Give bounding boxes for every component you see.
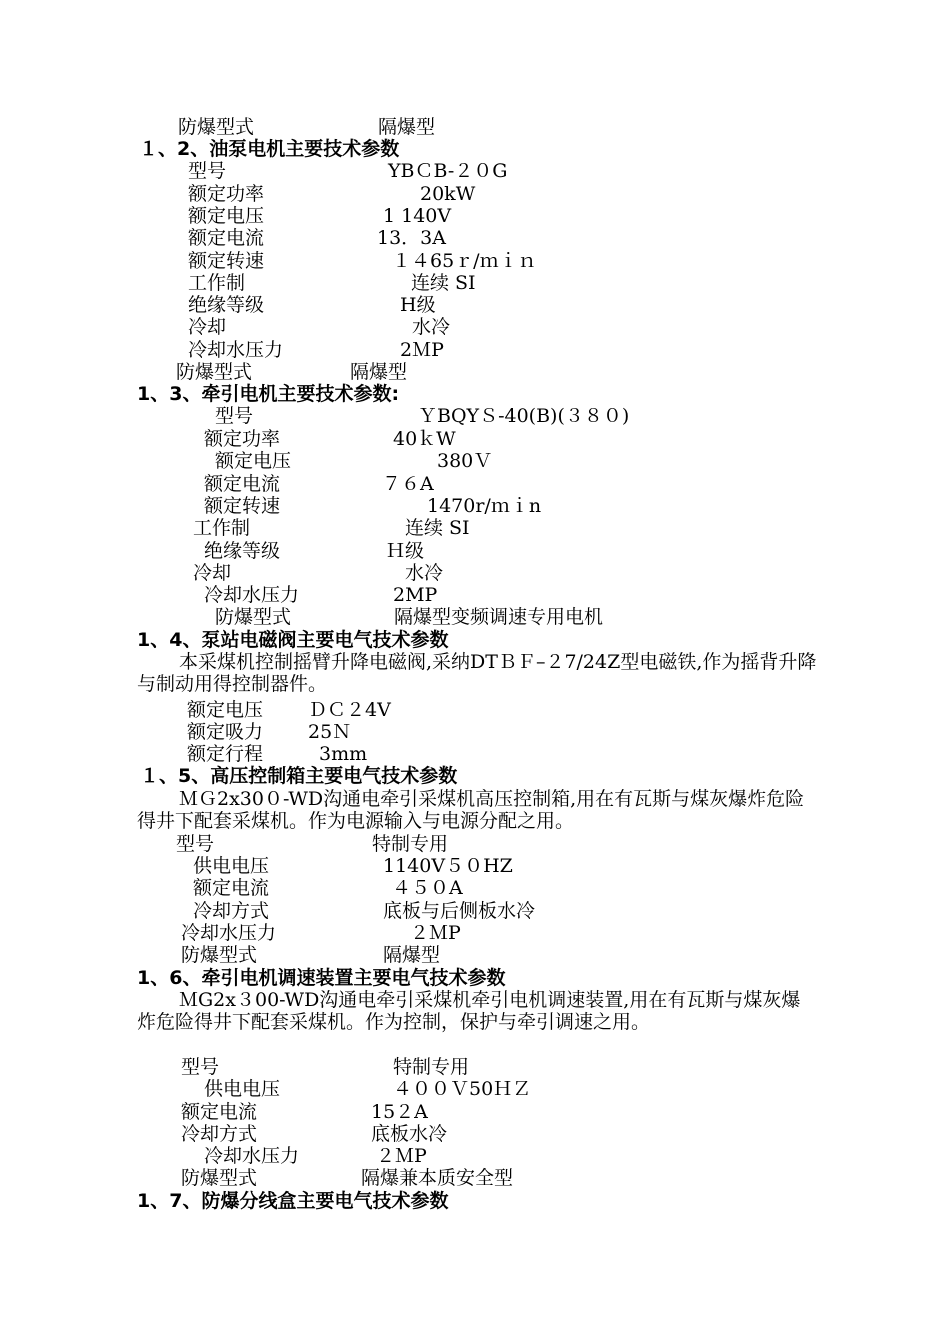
section-paragraph: 本采煤机控制摇臂升降电磁阀,采纳DTＢＦ–２7/24Z型电磁铁,作为摇背升降与制动用得控制器件。 xyxy=(137,651,817,695)
spec-row xyxy=(0,1101,950,1123)
spec-row xyxy=(0,922,950,944)
spec-row xyxy=(0,450,950,472)
spec-value: 40ｋW xyxy=(393,428,456,450)
spec-label: 额定行程 xyxy=(187,743,264,765)
spec-label: 防爆型式 xyxy=(178,116,255,138)
spec-row xyxy=(0,116,950,138)
spec-label: 额定电压 xyxy=(215,450,292,472)
spec-row xyxy=(0,584,950,606)
spec-label: 额定吸力 xyxy=(187,721,264,743)
spec-label: 冷却方式 xyxy=(193,900,270,922)
spec-row xyxy=(0,721,950,743)
spec-value: 1470r/ｍｉn xyxy=(427,495,542,517)
spec-row xyxy=(0,1145,950,1167)
section-heading: 1、3、牵引电机主要技术参数: xyxy=(137,383,400,405)
spec-label: 防爆型式 xyxy=(181,944,258,966)
spec-label: 供电电压 xyxy=(204,1078,281,1100)
spec-label: 额定电流 xyxy=(204,473,281,495)
spec-value: 25Ｎ xyxy=(308,721,352,743)
spec-row xyxy=(0,272,950,294)
spec-value: 1 140V xyxy=(383,205,452,227)
spec-label: 冷却水压力 xyxy=(204,584,300,606)
spec-label: 绝缘等级 xyxy=(204,540,281,562)
spec-value: 2ＭP xyxy=(400,339,444,361)
spec-value: １４65ｒ/ｍｉｎ xyxy=(392,250,537,272)
spec-value: 底板水冷 xyxy=(371,1123,448,1145)
spec-row xyxy=(0,495,950,517)
spec-label: 额定电流 xyxy=(181,1101,258,1123)
spec-label: 冷却水压力 xyxy=(181,922,277,944)
spec-label: 额定电流 xyxy=(188,227,265,249)
spec-value: YBＣB-２０G xyxy=(388,160,508,182)
spec-row xyxy=(0,294,950,316)
spec-label: 额定电压 xyxy=(187,699,264,721)
section-heading: １、5、高压控制箱主要电气技术参数 xyxy=(140,765,458,787)
section-heading: 1、6、牵引电机调速装置主要电气技术参数 xyxy=(137,967,506,989)
spec-value: ２ＭP xyxy=(410,922,461,944)
spec-label: 冷却水压力 xyxy=(188,339,284,361)
spec-value: Ｈ级 xyxy=(386,540,425,562)
spec-value: ２ＭP xyxy=(376,1145,427,1167)
spec-value: 水冷 xyxy=(412,316,451,338)
spec-label: 型号 xyxy=(176,833,215,855)
spec-row xyxy=(0,944,950,966)
spec-row xyxy=(0,339,950,361)
spec-value: 380Ｖ xyxy=(437,450,493,472)
spec-row xyxy=(0,1056,950,1078)
spec-row xyxy=(0,833,950,855)
spec-label: 型号 xyxy=(188,160,227,182)
spec-value: H级 xyxy=(400,294,436,316)
spec-value: 连续 SI xyxy=(405,517,470,539)
spec-row xyxy=(0,540,950,562)
spec-value: 水冷 xyxy=(405,562,444,584)
spec-label: 防爆型式 xyxy=(176,361,253,383)
spec-value: 15２A xyxy=(371,1101,428,1123)
spec-label: 防爆型式 xyxy=(181,1167,258,1189)
spec-row xyxy=(0,250,950,272)
spec-label: 额定转速 xyxy=(188,250,265,272)
spec-row xyxy=(0,1167,950,1189)
spec-label: 额定功率 xyxy=(204,428,281,450)
spec-value: 特制专用 xyxy=(393,1056,470,1078)
spec-label: 绝缘等级 xyxy=(188,294,265,316)
spec-label: 型号 xyxy=(215,405,254,427)
spec-label: 额定转速 xyxy=(204,495,281,517)
spec-value: 底板与后侧板水冷 xyxy=(383,900,536,922)
spec-row xyxy=(0,316,950,338)
spec-row xyxy=(0,562,950,584)
spec-value: 2MP xyxy=(393,584,438,606)
spec-value: ＹBQYＳ-40(B)(３８０) xyxy=(418,405,630,427)
spec-value: 隔爆型变频调速专用电机 xyxy=(394,606,604,628)
spec-label: 额定电压 xyxy=(188,205,265,227)
spec-value: 连续 SI xyxy=(411,272,476,294)
spec-value: 13．3A xyxy=(377,227,446,249)
spec-row xyxy=(0,205,950,227)
spec-row xyxy=(0,428,950,450)
spec-value: ７６A xyxy=(382,473,434,495)
spec-row xyxy=(0,160,950,182)
spec-value: 隔爆型 xyxy=(350,361,408,383)
spec-row xyxy=(0,877,950,899)
spec-row xyxy=(0,227,950,249)
spec-label: 工作制 xyxy=(188,272,246,294)
spec-label: 冷却 xyxy=(193,562,232,584)
spec-value: 隔爆型 xyxy=(378,116,436,138)
spec-label: 冷却水压力 xyxy=(204,1145,300,1167)
spec-label: 额定电流 xyxy=(193,877,270,899)
spec-value: 隔爆型 xyxy=(383,944,441,966)
spec-row xyxy=(0,183,950,205)
spec-label: 防爆型式 xyxy=(215,606,292,628)
spec-row xyxy=(0,900,950,922)
spec-label: 型号 xyxy=(181,1056,220,1078)
spec-row xyxy=(0,405,950,427)
spec-label: 供电电压 xyxy=(193,855,270,877)
spec-value: ４５０A xyxy=(392,877,463,899)
spec-value: 特制专用 xyxy=(372,833,449,855)
section-heading: １、2、油泵电机主要技术参数 xyxy=(139,138,400,160)
spec-row xyxy=(0,361,950,383)
spec-label: 工作制 xyxy=(193,517,251,539)
spec-value: 隔爆兼本质安全型 xyxy=(361,1167,514,1189)
spec-value: ４００Ｖ50ＨＺ xyxy=(393,1078,532,1100)
section-paragraph: ＭG2x３00-WD沟通电牵引采煤机牵引电机调速装置,用在有瓦斯与煤灰爆炸危险得井下配套采煤机。作为控制，保护与牵引调速之用。 xyxy=(137,989,801,1033)
spec-row xyxy=(0,699,950,721)
spec-row xyxy=(0,606,950,628)
spec-value: ＤＣ２4V xyxy=(308,699,391,721)
spec-row xyxy=(0,743,950,765)
spec-label: 冷却 xyxy=(188,316,227,338)
spec-row xyxy=(0,1123,950,1145)
spec-value: 1140V５０HZ xyxy=(383,855,513,877)
spec-row xyxy=(0,517,950,539)
spec-row xyxy=(0,855,950,877)
spec-row xyxy=(0,1078,950,1100)
section-heading: 1、7、防爆分线盒主要电气技术参数 xyxy=(137,1190,449,1212)
spec-row xyxy=(0,473,950,495)
spec-value: 3mm xyxy=(319,743,368,765)
spec-label: 冷却方式 xyxy=(181,1123,258,1145)
spec-value: 20kW xyxy=(420,183,476,205)
spec-label: 额定功率 xyxy=(188,183,265,205)
section-heading: 1、4、泵站电磁阀主要电气技术参数 xyxy=(137,629,449,651)
section-paragraph: ＭＧ2x30０-WD沟通电牵引采煤机高压控制箱,用在有瓦斯与煤灰爆炸危险得井下配套采煤机。作为电源输入与电源分配之用。 xyxy=(137,788,805,832)
